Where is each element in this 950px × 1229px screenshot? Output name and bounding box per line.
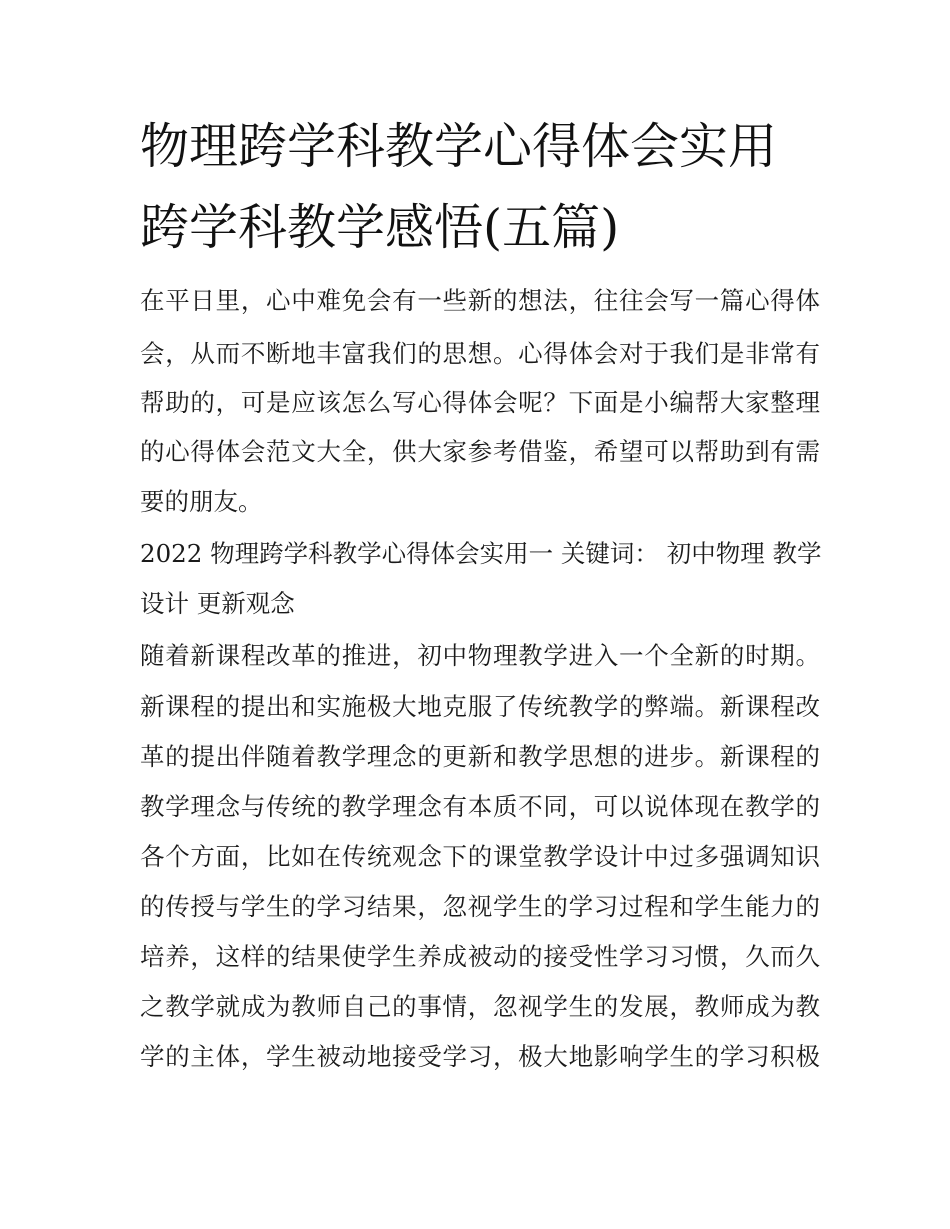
document-title-line-1: 物理跨学科教学心得体会实用 — [140, 118, 778, 175]
intro-line-2: 会，从而不断地丰富我们的思想。心得体会对于我们是非常有 — [140, 339, 820, 368]
document-title-line-2: 跨学科教学感悟(五篇) — [140, 199, 620, 256]
intro-line-5: 要的朋友。 — [140, 487, 263, 516]
body-line-9: 学的主体，学生被动地接受学习，极大地影响学生的学习积极 — [140, 1042, 820, 1071]
intro-line-4: 的心得体会范文大全，供大家参考借鉴，希望可以帮助到有需 — [140, 437, 820, 466]
body-line-8: 之教学就成为教师自己的事情，忽视学生的发展，教师成为教 — [140, 992, 820, 1021]
body-line-3: 革的提出伴随着教学理念的更新和教学思想的进步。新课程的 — [140, 742, 820, 771]
intro-line-3: 帮助的，可是应该怎么写心得体会呢？下面是小编帮大家整理 — [140, 388, 820, 417]
section-heading-line-2: 设计 更新观念 — [140, 589, 295, 618]
intro-line-1: 在平日里，心中难免会有一些新的想法，往往会写一篇心得体 — [140, 286, 820, 315]
body-line-1: 随着新课程改革的推进，初中物理教学进入一个全新的时期。 — [140, 641, 820, 670]
section-heading-line-1: 2022 物理跨学科教学心得体会实用一 关键词： 初中物理 教学 — [140, 539, 822, 568]
body-line-4: 教学理念与传统的教学理念有本质不同，可以说体现在教学的 — [140, 792, 820, 821]
body-line-2: 新课程的提出和实施极大地克服了传统教学的弊端。新课程改 — [140, 692, 820, 721]
body-line-6: 的传授与学生的学习结果，忽视学生的学习过程和学生能力的 — [140, 892, 820, 921]
body-line-7: 培养，这样的结果使学生养成被动的接受性学习习惯，久而久 — [140, 942, 820, 971]
body-line-5: 各个方面，比如在传统观念下的课堂教学设计中过多强调知识 — [140, 842, 820, 871]
